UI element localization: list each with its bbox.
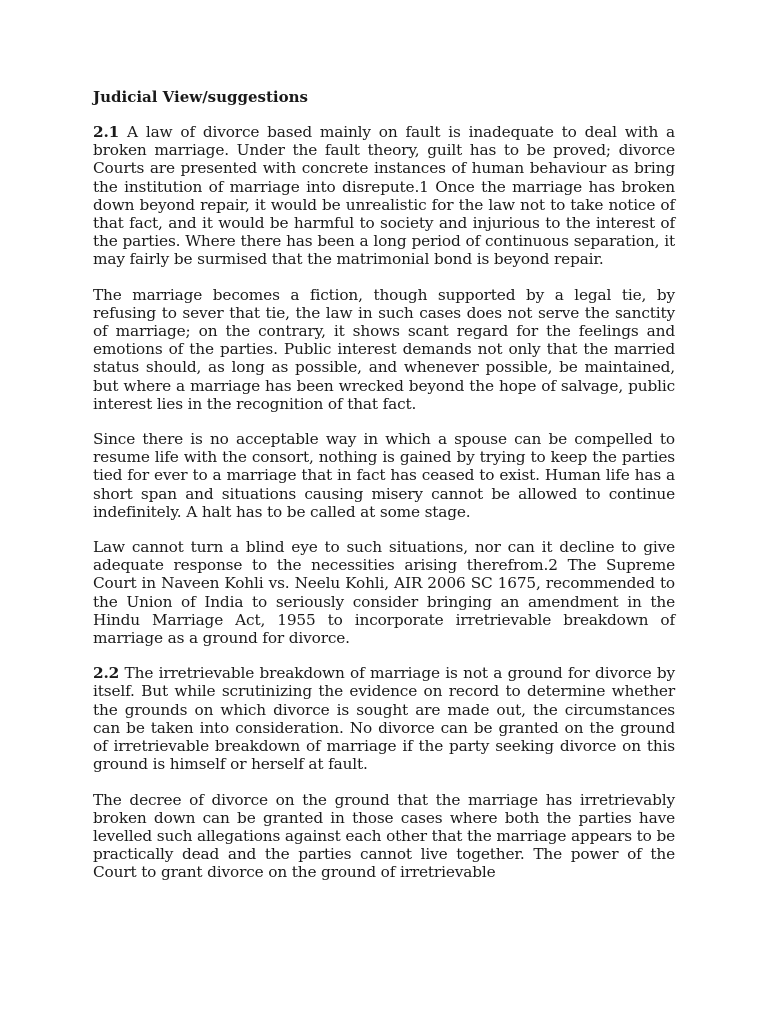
paragraph-text: Since there is no acceptable way in which a spouse can be compelled to resume life with the consort, nothing is gained by trying to keep the parties tied for ever to a marriage that in fact has ceased to exist. Human life has a short span and situations causing misery cannot be allowed to continue indefinitely. A halt has to be called at some stage. bbox=[93, 430, 675, 521]
paragraph-number: 2.2 bbox=[93, 664, 120, 683]
paragraph-2-2 bbox=[93, 664, 675, 773]
paragraph-text: The marriage becomes a fiction, though supported by a legal tie, by refusing to sever that tie, the law in such cases does not serve the sanctity of marriage; on the contrary, it shows scant regard for the feelings and emotions of the parties. Public interest demands not only that the married status should, as long as possible, and whenever possible, be maintained, but where a marriage has been wrecked beyond the hope of salvage, public interest lies in the recognition of that fact. bbox=[93, 285, 675, 413]
paragraph-text: The decree of divorce on the ground that the marriage has irretrievably broken down can be granted in those cases where both the parties have levelled such allegations against each other that the marriage appears to be practically dead and the parties cannot live together. The power of the Court to grant divorce on the ground of irretrievable bbox=[93, 790, 675, 882]
paragraph-text: A law of divorce based mainly on fault is inadequate to deal with a broken marriage. Under the fault theory, guilt has to be proved; divorce Courts are presented with concrete instances of human behaviour as bring the institution of marriage into disrepute.1 Once the marriage has broken down beyond repair, it would be unrealistic for the law not to take notice of that fact, and it would be harmful to society and injurious to the interest of the parties. Where there has been a long period of continuous separation, it may fairly be surmised that the matrimonial bond is beyond repair. bbox=[93, 123, 675, 269]
paragraph-2-1 bbox=[93, 123, 675, 269]
section-heading: Judicial View/suggestions bbox=[93, 88, 308, 106]
paragraph bbox=[93, 430, 675, 521]
paragraph bbox=[93, 286, 675, 413]
paragraph-number: 2.1 bbox=[93, 123, 120, 141]
paragraph-text: Law cannot turn a blind eye to such situations, nor can it decline to give adequate response to the necessities arising therefrom.2 The Supreme Court in Naveen Kohli vs. Neelu Kohli, AIR 2006 SC 1675, recommended to the Union of India to seriously consider bringing an amendment in the Hindu Marriage Act, 1955 to incorporate irretrievable breakdown of marriage as a ground for divorce. bbox=[93, 538, 675, 648]
paragraph bbox=[93, 538, 675, 647]
document-page bbox=[93, 88, 675, 899]
paragraph-text: The irretrievable breakdown of marriage is not a ground for divorce by itself. But while scrutinizing the evidence on record to determine whether the grounds on which divorce is sought are made out, the circumstances can be taken into consideration. No divorce can be granted on the ground of irretrievable breakdown of marriage if the party seeking divorce on this ground is himself or herself at fault. bbox=[93, 664, 675, 774]
paragraph bbox=[93, 791, 675, 882]
